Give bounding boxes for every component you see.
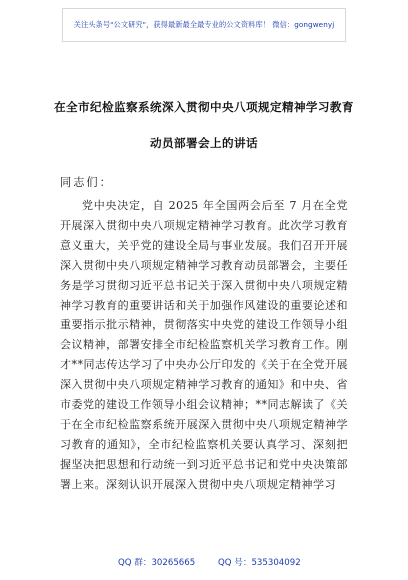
- footer-qq-number: QQ 号：535304092: [218, 558, 301, 568]
- greeting: 同志们：: [60, 176, 113, 189]
- document-title-line2: 动员部署会上的讲话: [150, 136, 258, 150]
- footer-qq-group: QQ 群：30265665: [118, 558, 196, 568]
- body-paragraph: 党中央决定，自 2025 年全国两会后至 7 月在全党开展深入贯彻中央八项规定精神学习教育。此次学习教育意义重大，关乎党的建设全局与事业发展。我们召开开展深入贯彻中央八项规定精神学习教育动员部署会，主要任务是学习贯彻习近平总书记关于深入贯彻中央八项规定精神学习教育的重要讲话和关于加强作风建设的重要论述和重要指示批示精神，贯彻落实中央党的建设工作领导小组会议精神，部署安排全市纪检监察机关学习教育工作。刚才**同志传达学习了中央办公厅印发的《关于在全党开展深入贯彻中央八项规定精神学习教育的通知》和中央、省市委党的建设工作领导小组会议精神；**同志解读了《关于在全市纪检监察系统开展深入贯彻中央八项规定精神学习教育的通知》，全市纪检监察机关要认真学习、深刻把握坚决把思想和行动统一到习近平总书记和党中央决策部署上来。深刻认识开展深入贯彻中央八项规定精神学习: [60, 199, 348, 491]
- header-notice-text: 关注头条号"公文研究"，获得最新最全最专业的公文资料库！ 微信：gongwenyj: [73, 20, 335, 29]
- document-title-line1: 在全市纪检监察系统深入贯彻中央八项规定精神学习教育: [54, 100, 354, 114]
- header-notice-box: [62, 8, 346, 42]
